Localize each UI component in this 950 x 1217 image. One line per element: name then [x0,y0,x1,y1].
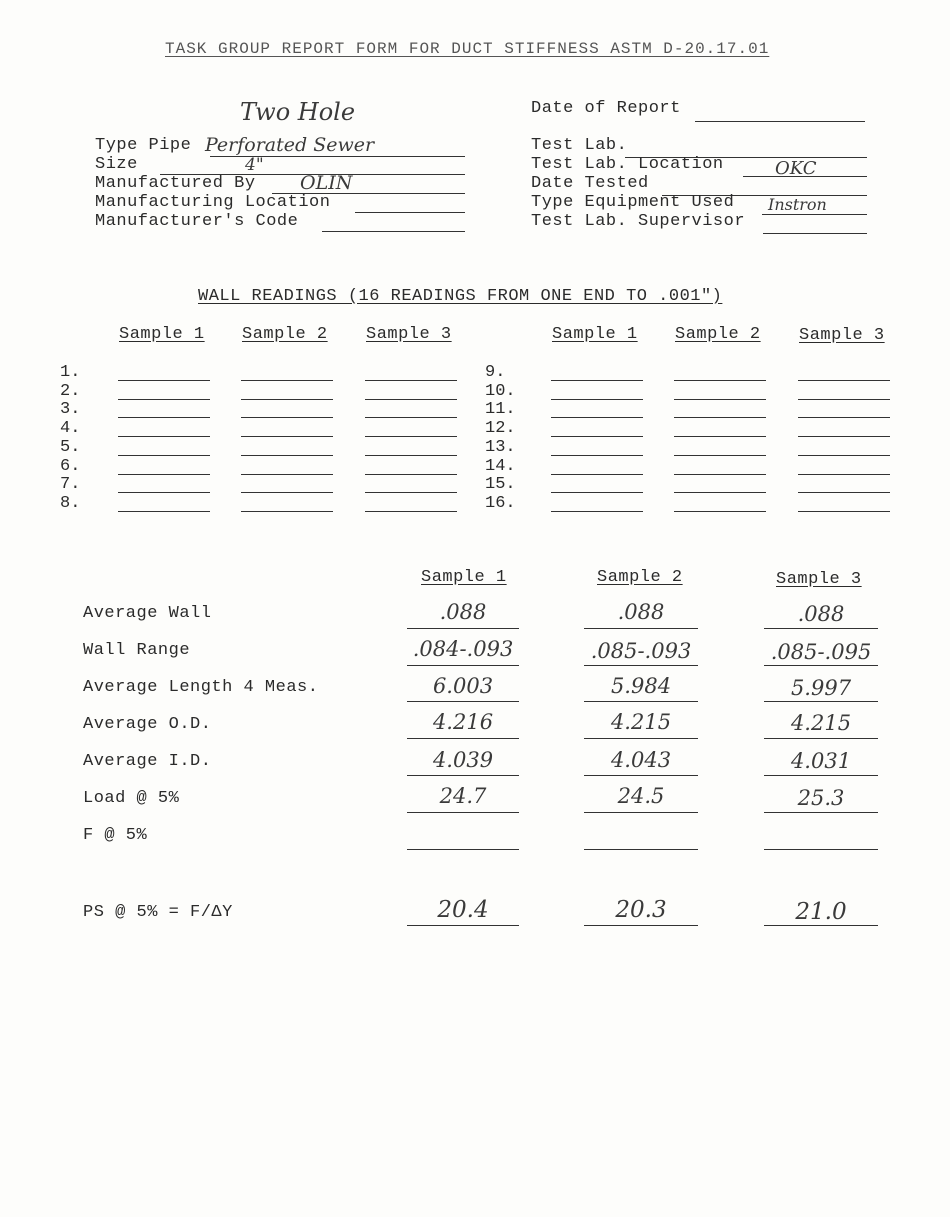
summary-cell[interactable]: 4.215 [610,710,672,734]
test-lab-location-value[interactable]: OKC [775,158,817,179]
summary-field-line [584,701,698,702]
size-label: Size [95,155,138,174]
wall-reading-field[interactable] [674,474,766,475]
summary-row-label: Average Wall [83,604,212,623]
wall-reading-field[interactable] [365,511,457,512]
wall-reading-row-number: 16. [485,493,516,513]
wall-reading-field[interactable] [798,474,890,475]
wall-reading-field[interactable] [674,511,766,512]
summary-field-line [407,738,519,739]
summary-header-sample-3: Sample 3 [776,570,862,589]
type-pipe-value[interactable]: Perforated Sewer [205,134,375,156]
wall-reading-field[interactable] [241,380,333,381]
summary-cell[interactable]: 4.216 [432,710,494,734]
form-title: TASK GROUP REPORT FORM FOR DUCT STIFFNESS ASTM D-20.17.01 [165,40,770,58]
wall-reading-field[interactable] [674,436,766,437]
date-tested-label: Date Tested [531,174,649,193]
wall-reading-field[interactable] [365,492,457,493]
summary-cell[interactable]: 21.0 [795,899,847,925]
wall-reading-field[interactable] [365,380,457,381]
summary-header-sample-1: Sample 1 [421,568,507,587]
summary-cell[interactable]: 6.003 [432,674,494,698]
wr-right-header-sample-1: Sample 1 [552,325,638,344]
wr-left-header-sample-3: Sample 3 [366,325,452,344]
wall-reading-row-number: 10. [485,381,516,401]
summary-row-label: Wall Range [83,641,191,660]
summary-cell[interactable]: .084-.093 [412,637,514,661]
summary-field-line [407,775,519,776]
summary-cell[interactable]: .085-.093 [590,639,692,663]
summary-field-line [584,628,698,629]
summary-header-sample-2: Sample 2 [597,568,683,587]
test-lab-location-label: Test Lab. Location [531,155,724,174]
wall-reading-row-number: 3. [60,400,81,420]
size-value[interactable]: 4" [245,155,264,175]
wall-reading-row-number: 4. [60,419,81,439]
wall-readings-heading: WALL READINGS (16 READINGS FROM ONE END TO .001") [198,287,723,306]
wall-reading-field[interactable] [798,399,890,400]
wall-reading-row-number: 9. [485,363,506,382]
wall-reading-field[interactable] [365,455,457,456]
wall-reading-field[interactable] [674,380,766,381]
wall-reading-row-number: 12. [485,419,516,439]
wall-reading-field[interactable] [798,455,890,456]
summary-cell[interactable]: .088 [617,600,665,624]
manufactured-by-value[interactable]: OLIN [300,172,353,194]
summary-field-line [764,665,878,666]
wall-reading-row-number: 1. [60,363,81,382]
wall-reading-field[interactable] [551,511,643,512]
summary-field-line [584,925,698,926]
wall-reading-field[interactable] [551,492,643,493]
summary-cell[interactable]: 4.039 [432,748,494,772]
summary-row-label: Load @ 5% [83,789,180,808]
summary-field-line [407,812,519,813]
wr-right-header-sample-2: Sample 2 [675,325,761,344]
manufacturing-location-label: Manufacturing Location [95,193,331,212]
type-pipe-label: Type Pipe [95,136,192,155]
summary-row-label: PS @ 5% = F/ΔY [83,903,233,922]
manufacturers-code-label: Manufacturer's Code [95,212,299,231]
test-lab-label: Test Lab. [531,136,628,155]
type-equipment-used-label: Type Equipment Used [531,193,735,212]
wall-reading-field[interactable] [118,492,210,493]
summary-field-line [764,738,878,739]
date-of-report-label: Date of Report [531,99,681,118]
wall-reading-field[interactable] [241,417,333,418]
wall-reading-row-number: 2. [60,381,81,401]
wall-reading-field[interactable] [241,399,333,400]
wr-left-header-sample-2: Sample 2 [242,325,328,344]
wall-reading-field[interactable] [551,399,643,400]
wall-reading-field[interactable] [798,417,890,418]
summary-field-line [764,812,878,813]
summary-cell[interactable]: 25.3 [797,786,845,810]
test-lab-supervisor-label: Test Lab. Supervisor [531,212,746,231]
summary-cell[interactable]: 4.031 [790,749,852,773]
wall-reading-field[interactable] [241,474,333,475]
wall-reading-row-number: 15. [485,475,516,495]
header-note: Two Hole [240,98,356,126]
wall-reading-field[interactable] [551,436,643,437]
summary-field-line [584,812,698,813]
summary-cell[interactable]: 4.215 [790,711,852,735]
wall-reading-field[interactable] [798,380,890,381]
summary-row-label: F @ 5% [83,826,148,845]
wall-reading-row-number: 8. [60,493,81,513]
manufactured-by-label: Manufactured By [95,174,256,193]
wall-reading-field[interactable] [241,492,333,493]
type-equipment-used-value[interactable]: Instron [768,195,827,214]
summary-cell[interactable]: 5.997 [790,676,852,700]
wall-reading-field[interactable] [365,474,457,475]
summary-cell[interactable]: .088 [439,600,487,624]
summary-row-label: Average O.D. [83,715,212,734]
wall-reading-field[interactable] [674,417,766,418]
summary-cell[interactable]: .085-.095 [770,640,872,664]
summary-field-line [584,738,698,739]
wall-reading-field[interactable] [551,417,643,418]
wall-reading-field[interactable] [118,380,210,381]
summary-cell[interactable]: 24.7 [439,784,487,808]
wall-reading-field[interactable] [365,399,457,400]
wall-reading-row-number: 13. [485,437,516,457]
summary-cell[interactable]: 24.5 [617,784,665,808]
wall-reading-field[interactable] [798,436,890,437]
wall-reading-field[interactable] [674,492,766,493]
wall-reading-field[interactable] [551,455,643,456]
wall-reading-field[interactable] [674,399,766,400]
summary-cell[interactable]: 4.043 [610,748,672,772]
wall-reading-field[interactable] [798,511,890,512]
wr-right-header-sample-3: Sample 3 [799,326,885,345]
summary-cell[interactable]: 20.4 [437,897,489,923]
wall-reading-field[interactable] [241,455,333,456]
summary-row-label: Average Length 4 Meas. [83,678,319,697]
summary-field-line [764,925,878,926]
wall-reading-field[interactable] [118,417,210,418]
wall-reading-field[interactable] [241,511,333,512]
wall-reading-field[interactable] [118,474,210,475]
summary-field-line [584,775,698,776]
summary-cell[interactable]: 20.3 [615,897,667,923]
summary-field-line [764,628,878,629]
wall-reading-row-number: 14. [485,456,516,476]
wall-reading-row-number: 6. [60,456,81,476]
wall-reading-field[interactable] [798,492,890,493]
wr-left-header-sample-1: Sample 1 [119,325,205,344]
summary-cell[interactable]: 5.984 [610,674,672,698]
wall-reading-field[interactable] [365,436,457,437]
summary-field-line [764,775,878,776]
summary-field-line [407,701,519,702]
wall-reading-field[interactable] [118,436,210,437]
wall-reading-field[interactable] [674,455,766,456]
wall-reading-field[interactable] [365,417,457,418]
summary-field-line [584,665,698,666]
wall-reading-field[interactable] [118,399,210,400]
wall-reading-field[interactable] [118,455,210,456]
wall-reading-field[interactable] [241,436,333,437]
wall-reading-row-number: 5. [60,437,81,457]
wall-reading-field[interactable] [551,380,643,381]
wall-reading-field[interactable] [551,474,643,475]
summary-field-line [764,849,878,850]
summary-field-line [764,701,878,702]
summary-field-line [407,849,519,850]
summary-field-line [407,628,519,629]
summary-field-line [584,849,698,850]
summary-field-line [407,665,519,666]
wall-reading-row-number: 11. [485,400,516,420]
summary-row-label: Average I.D. [83,752,212,771]
summary-cell[interactable]: .088 [797,602,845,626]
wall-reading-row-number: 7. [60,475,81,495]
wall-reading-field[interactable] [118,511,210,512]
summary-field-line [407,925,519,926]
